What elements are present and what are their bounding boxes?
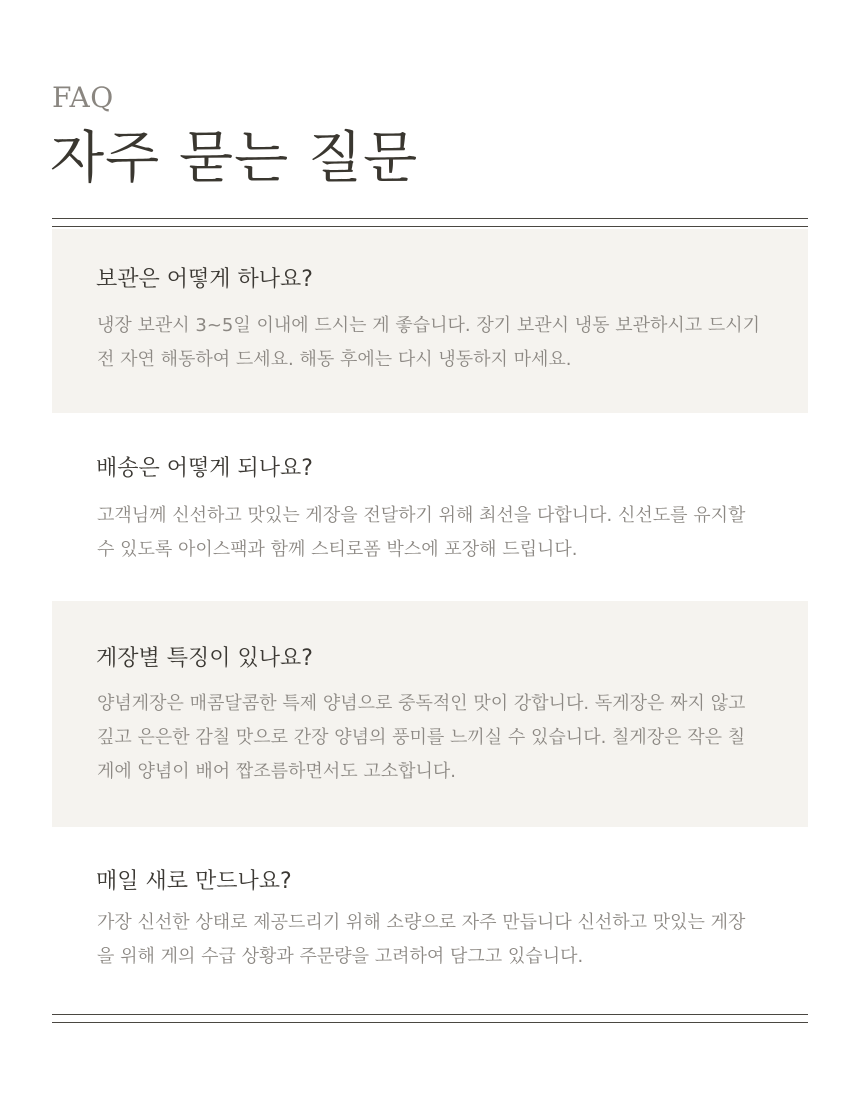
faq-answer: 냉장 보관시 3~5일 이내에 드시는 게 좋습니다. 장기 보관시 냉동 보관하시고 드시기 전 자연 해동하여 드세요. 해동 후에는 다시 냉동하지 마세요.	[97, 315, 761, 370]
faq-item	[52, 601, 808, 827]
top-divider	[52, 226, 808, 227]
faq-answer: 양념게장은 매콤달콤한 특제 양념으로 중독적인 맛이 강합니다. 독게장은 짜지 않고 깊고 은은한 감칠 맛으로 간장 양념의 풍미를 느끼실 수 있습니다. 칠게장은 작은 칠게에 양념이 배어 짭조름하면서도 고소합니다.	[97, 693, 746, 782]
faq-eyebrow: FAQ	[52, 81, 114, 114]
bottom-divider	[52, 1022, 808, 1023]
faq-item	[52, 827, 808, 1013]
top-divider	[52, 218, 808, 219]
faq-answer: 가장 신선한 상태로 제공드리기 위해 소량으로 자주 만듭니다 신선하고 맛있는 게장을 위해 게의 수급 상황과 주문량을 고려하여 담그고 있습니다.	[97, 912, 746, 967]
faq-question: 보관은 어떻게 하나요?	[96, 267, 313, 292]
bottom-divider	[52, 1014, 808, 1015]
faq-answer: 고객님께 신선하고 맛있는 게장을 전달하기 위해 최선을 다합니다. 신선도를 유지할 수 있도록 아이스팩과 함께 스티로폼 박스에 포장해 드립니다.	[97, 505, 746, 560]
faq-question: 매일 새로 만드나요?	[96, 869, 292, 894]
faq-item	[52, 413, 808, 601]
faq-question: 배송은 어떻게 되나요?	[96, 456, 313, 481]
faq-item	[52, 229, 808, 413]
faq-question: 게장별 특징이 있나요?	[96, 646, 313, 671]
page-title: 자주 묻는 질문	[50, 126, 419, 191]
